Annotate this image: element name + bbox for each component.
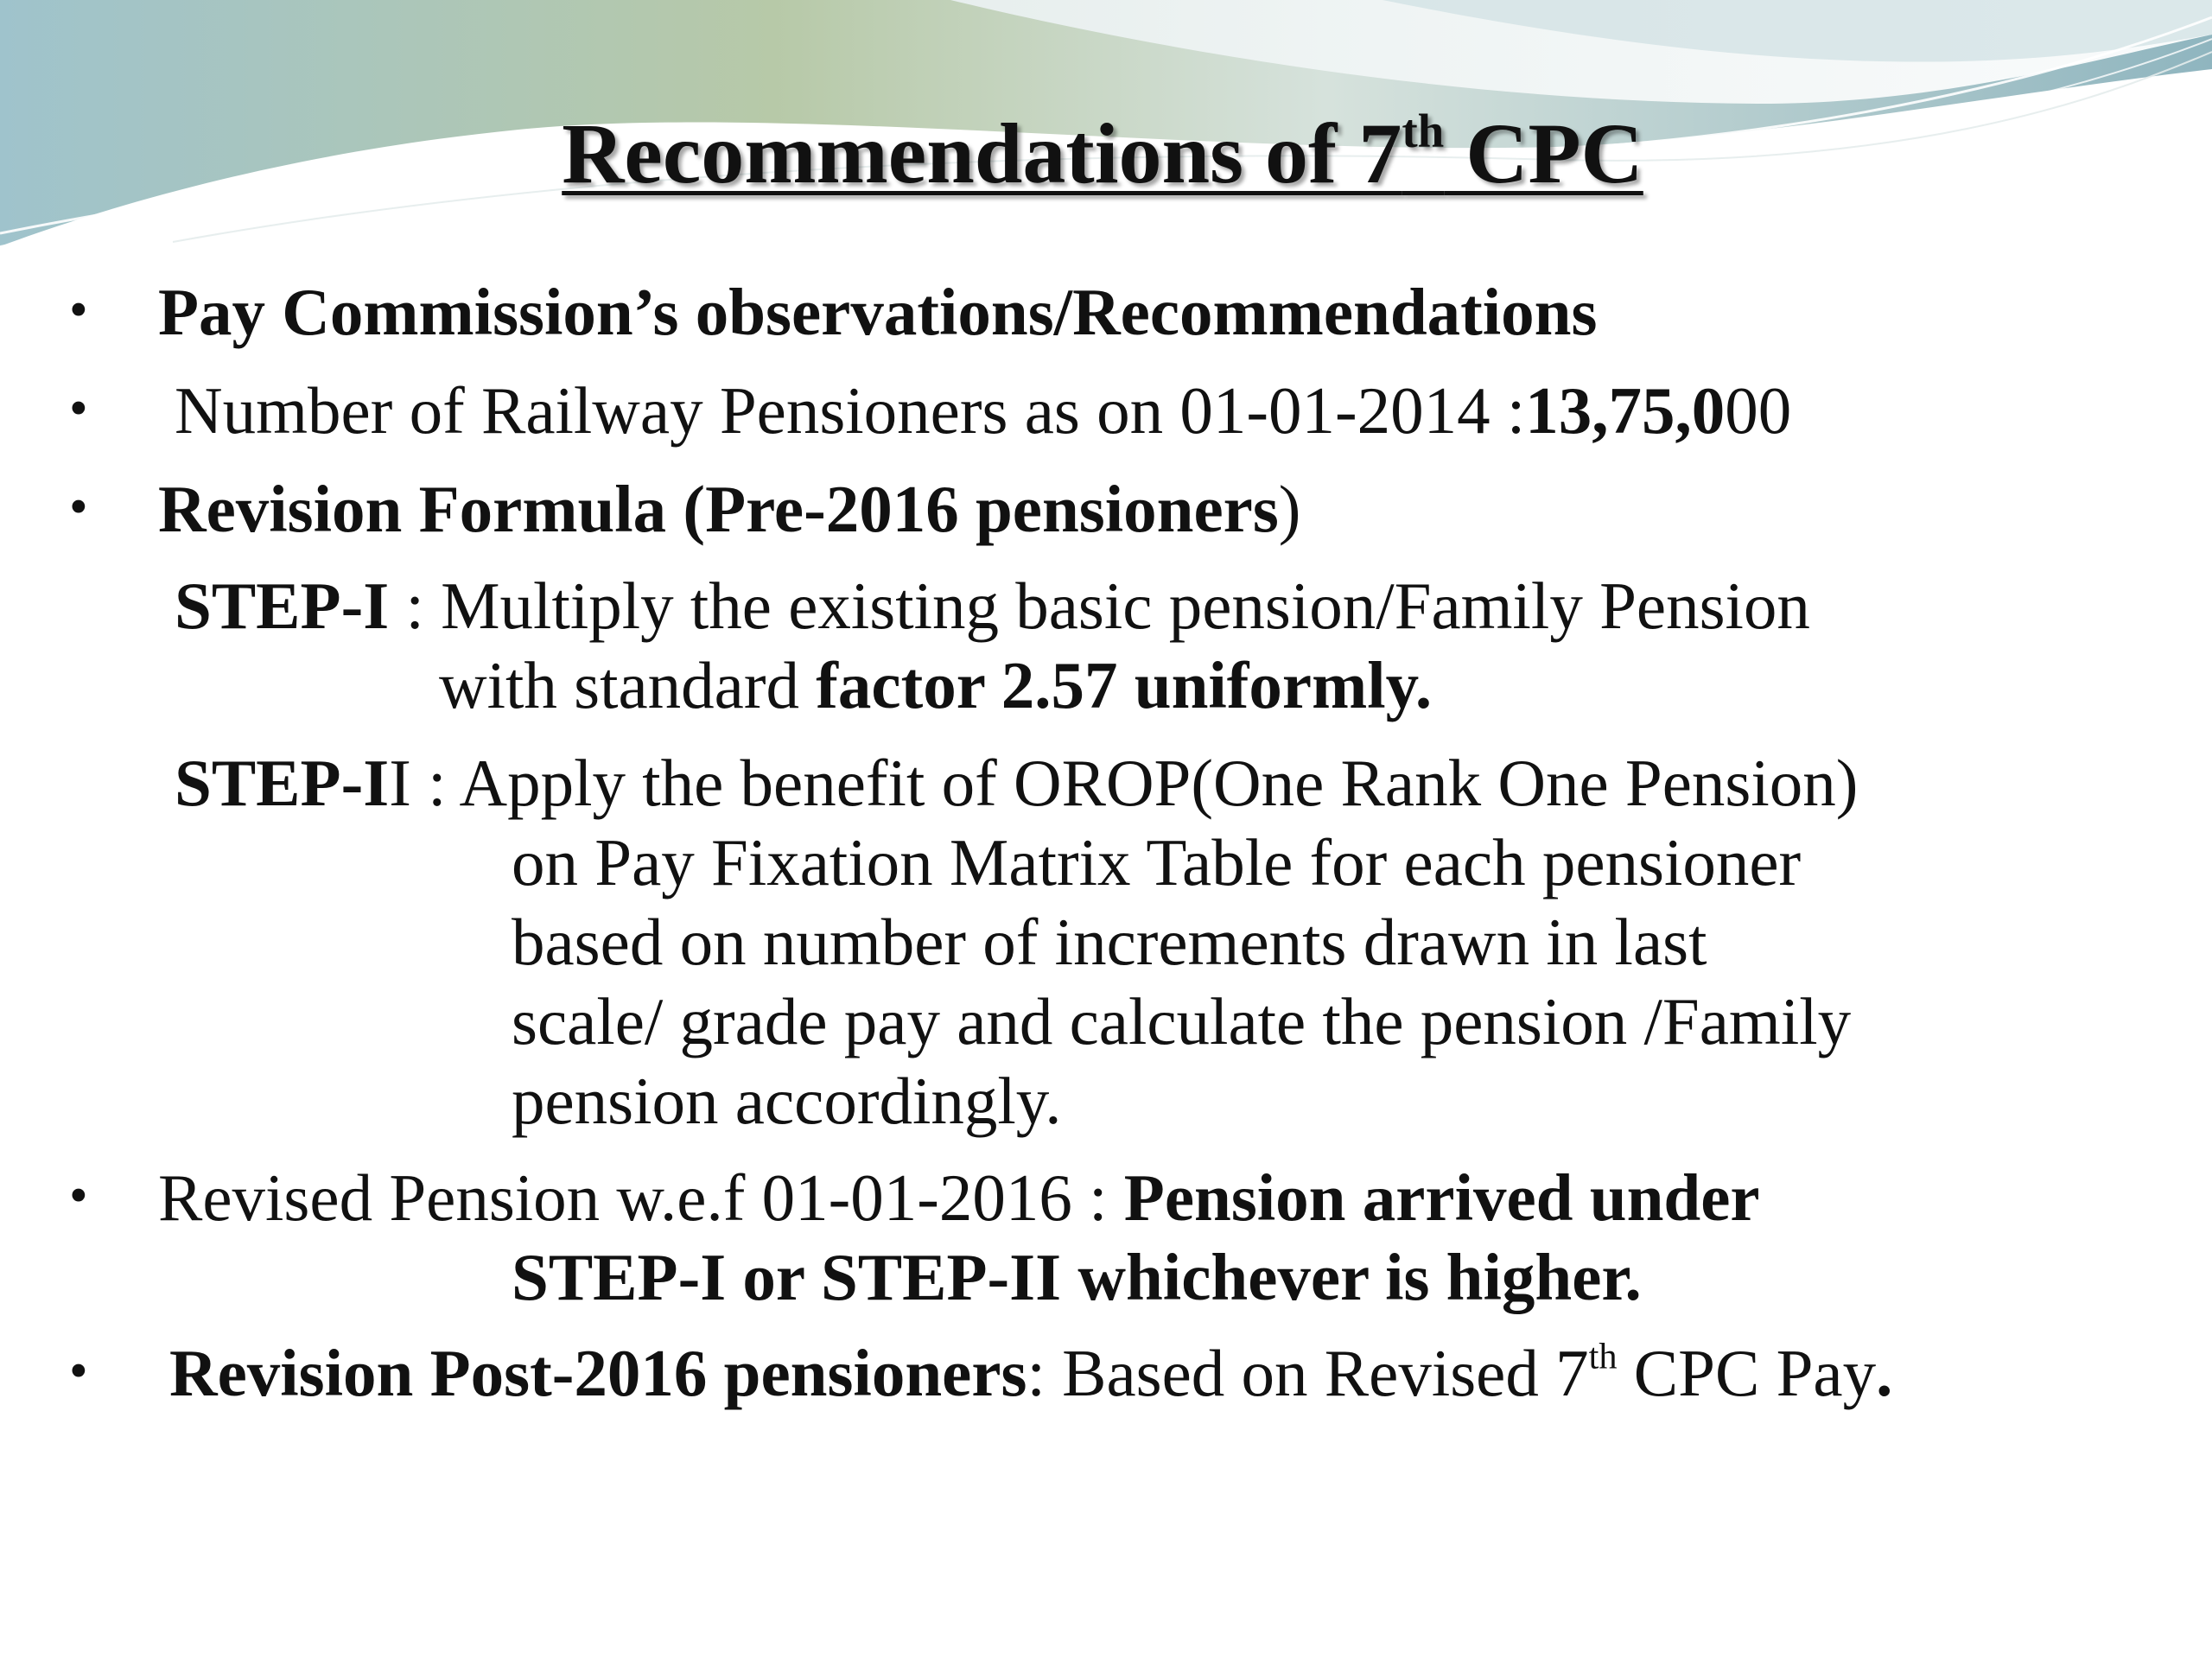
step-1-factor: factor 2.57 uniformly. (816, 648, 1433, 722)
bullet-2-text: Number of Railway Pensioners as on 01-01-2014 : (175, 373, 1526, 448)
bullet-4-glyph: • (69, 1166, 88, 1225)
bullet-1-glyph: • (69, 281, 88, 340)
bullet-1 (158, 275, 1598, 349)
bullet-3-text: Revision Formula (Pre-2016 pensioners (158, 472, 1279, 546)
step-2-line-2: on Pay Fixation Matrix Table for each pensioner (512, 825, 1802, 899)
bullet-5-end: . (1876, 1336, 1893, 1410)
step-1-text: : Multiply the existing basic pension/Family Pension (389, 569, 1810, 643)
step-1-line-2-text: with standard (439, 648, 817, 722)
bullet-4 (158, 1160, 1760, 1235)
slide-title (0, 104, 2212, 201)
bullet-2-glyph: • (69, 379, 88, 438)
bullet-5-tail: CPC Pay (1617, 1336, 1877, 1410)
bullet-4-line-2 (512, 1240, 1642, 1314)
bullet-3 (158, 472, 1301, 546)
step-1-line-2 (439, 648, 1433, 722)
bullet-5-text: : Based on Revised 7 (1027, 1336, 1589, 1410)
bullet-4-line-2-bold: STEP-I or STEP-II whichever is higher. (512, 1240, 1642, 1314)
step-2-label-tail: I (389, 746, 411, 820)
step-1-label: STEP-I (175, 569, 390, 643)
step-2-line-5: pension accordingly. (512, 1064, 1062, 1138)
bullet-3-tail: ) (1278, 472, 1301, 546)
step-2-line-4: scale/ grade pay and calculate the pension /Family (512, 984, 1852, 1058)
bullet-4-bold: Pension arrived under (1123, 1160, 1760, 1235)
bullet-5 (169, 1336, 1893, 1410)
bullet-2 (175, 373, 1792, 448)
step-2-label: STEP-I (175, 746, 390, 820)
step-1-line-1 (175, 569, 1810, 643)
bullet-5-superscript: th (1588, 1336, 1618, 1377)
bullet-5-glyph: • (69, 1342, 88, 1401)
step-2-text: : Apply the benefit of OROP(One Rank One Pension) (410, 746, 1859, 820)
pensioner-count: 13,75,0 (1525, 373, 1726, 448)
title-tail: CPC (1444, 105, 1643, 201)
bullet-5-bold: Revision Post-2016 pensioners (169, 1336, 1027, 1410)
title-text: Recommendations of 7 (562, 105, 1402, 201)
bullet-1-text: Pay Commission’s observations/Recommendations (158, 275, 1598, 349)
step-2-line-3: based on number of increments drawn in last (512, 905, 1707, 979)
title-superscript: th (1402, 104, 1445, 157)
pensioner-count-tail: 00 (1725, 373, 1792, 448)
step-2-line-1 (175, 746, 1859, 820)
bullet-3-glyph: • (69, 478, 88, 537)
bullet-4-text: Revised Pension w.e.f 01-01-2016 : (158, 1160, 1124, 1235)
